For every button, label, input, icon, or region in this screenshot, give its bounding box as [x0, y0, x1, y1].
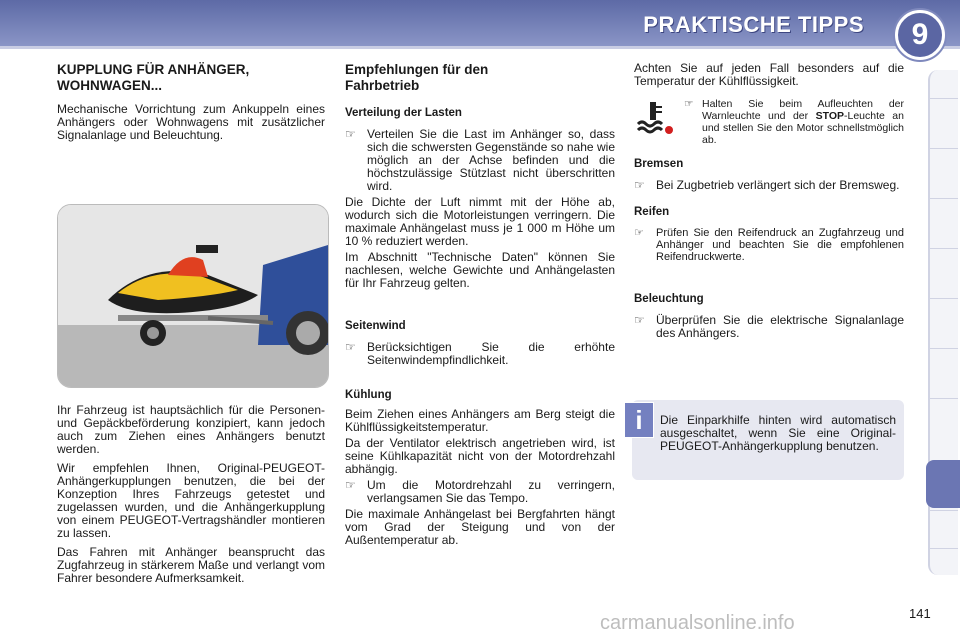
- bullet-text: [702, 98, 904, 146]
- pointing-hand-icon: ☞: [345, 478, 356, 492]
- pointing-hand-icon: ☞: [684, 98, 694, 110]
- bullet-text: Berücksichtigen Sie die erhöhte Seitenwindempfindlichkeit.: [367, 340, 615, 367]
- list-item: [634, 227, 904, 263]
- tab-divider: [930, 298, 958, 299]
- pointing-hand-icon: ☞: [634, 313, 645, 327]
- list-item: [345, 128, 615, 193]
- page-number: 141: [909, 606, 931, 621]
- page-section-title: PRAKTISCHE TIPPS: [643, 12, 864, 37]
- bullet-text: Prüfen Sie den Reifendruck an Zugfahrzeug und Anhänger und beachten Sie die empfohlenen Reifendruckwerte.: [656, 227, 904, 263]
- body-text: Die maximale Anhängelast bei Bergfahrten hängt vom Grad der Steigung und von der Außentemperatur ab.: [345, 507, 615, 547]
- column-1-lower: [57, 404, 325, 585]
- stop-label: STOP: [815, 110, 844, 122]
- trailer-illustration: [57, 204, 329, 388]
- bullet-text: Verteilen Sie die Last im Anhänger so, dass sich die schwersten Gegenstände so nahe wie möglich an der Achse befinden und die höchstzulässige Stützlast nicht überschritten wird.: [367, 127, 615, 193]
- pointing-hand-icon: ☞: [634, 178, 645, 192]
- list-item: [345, 479, 615, 505]
- section-title: KUPPLUNG FÜR ANHÄNGER, WOHNWAGEN...: [57, 62, 250, 93]
- warning-text: -Leuchte an und stellen Sie den Motor schnellstmöglich ab.: [702, 110, 904, 146]
- list-item: [634, 314, 904, 340]
- chapter-badge: 9: [895, 10, 945, 60]
- body-text: Wir empfehlen Ihnen, Original-PEUGEOT-Anhängerkupplungen benutzen, die bei der Konzeption Ihres Fahrzeugs getestet und zugelassen wurden, und die Anhängerkupplung von einem PEUGEOT-Vertragshändler montieren zu lassen.: [57, 461, 325, 540]
- pointing-hand-icon: ☞: [345, 127, 356, 141]
- tab-divider: [930, 148, 958, 149]
- column-3: [634, 62, 904, 340]
- pointing-hand-icon: ☞: [634, 227, 644, 239]
- tab-divider: [930, 398, 958, 399]
- subheading: Kühlung: [345, 389, 392, 401]
- intro-text: Mechanische Vorrichtung zum Ankuppeln eines Anhängers oder Wohnwagens mit zusätzlicher Signalanlage und Beleuchtung.: [57, 102, 325, 142]
- subheading: Bremsen: [634, 158, 684, 170]
- tab-divider: [930, 510, 958, 511]
- body-text: Die Dichte der Luft nimmt mit der Höhe ab, wodurch sich die Motorleistungen verringern. Die maximale Anhängelast muss je 1 000 m Höhe um 10 % reduziert werden.: [345, 195, 615, 248]
- body-text: Das Fahren mit Anhänger beansprucht das Zugfahrzeug in stärkerem Maße und verlangt vom Fahrer besondere Aufmerksamkeit.: [57, 545, 325, 585]
- tab-divider: [930, 98, 958, 99]
- list-item: [684, 98, 904, 146]
- column-1: [57, 62, 325, 142]
- list-item: [345, 341, 615, 367]
- subheading: Reifen: [634, 206, 670, 218]
- header-divider: [0, 46, 960, 49]
- subheading: Beleuchtung: [634, 293, 704, 305]
- list-item: [634, 179, 904, 192]
- bullet-text: Überprüfen Sie die elektrische Signalanlage des Anhängers.: [656, 313, 904, 340]
- warning-note: [634, 98, 904, 146]
- body-text: Beim Ziehen eines Anhängers am Berg steigt die Kühlflüssigkeitstemperatur.: [345, 407, 615, 434]
- body-text: Ihr Fahrzeug ist hauptsächlich für die Personen- und Gepäckbeförderung konzipiert, kann jedoch auch zum Ziehen eines Anhängers benutzt werden.: [57, 403, 325, 456]
- info-text: Die Einparkhilfe hinten wird automatisch ausgeschaltet, wenn Sie eine Original-PEUGEOT-Anhängerkupplung benutzen.: [660, 413, 896, 453]
- tab-active-chapter[interactable]: [926, 460, 960, 508]
- bullet-text: Bei Zugbetrieb verlängert sich der Bremsweg.: [656, 178, 900, 192]
- body-text: Achten Sie auf jeden Fall besonders auf die Temperatur der Kühlflüssigkeit.: [634, 61, 904, 88]
- subheading: Verteilung der Lasten: [345, 107, 462, 119]
- tab-divider: [930, 198, 958, 199]
- subheading: Seitenwind: [345, 320, 406, 332]
- tab-divider: [930, 348, 958, 349]
- column-2: [345, 62, 615, 547]
- bullet-text: Um die Motordrehzahl zu verringern, verlangsamen Sie das Tempo.: [367, 478, 615, 505]
- watermark: carmanualsonline.info: [600, 612, 795, 634]
- info-icon: i: [624, 402, 654, 438]
- body-text: Im Abschnitt "Technische Daten" können Sie nachlesen, welche Gewichte und Anhängelasten für Ihr Fahrzeug gelten.: [345, 250, 615, 290]
- tab-divider: [930, 248, 958, 249]
- tab-divider: [930, 548, 958, 549]
- section-title: Empfehlungen für den Fahrbetrieb: [345, 62, 489, 93]
- coolant-temperature-warning-icon: [634, 98, 674, 138]
- info-box: [632, 400, 904, 480]
- warning-text: Halten Sie beim Aufleuchten der Warnleuchte und der: [702, 98, 904, 122]
- pointing-hand-icon: ☞: [345, 340, 356, 354]
- body-text: Da der Ventilator elektrisch angetrieben wird, ist seine Kühlkapazität nicht von der Motordrehzahl abhängig.: [345, 436, 615, 476]
- jetski-trailer-image: [58, 205, 328, 387]
